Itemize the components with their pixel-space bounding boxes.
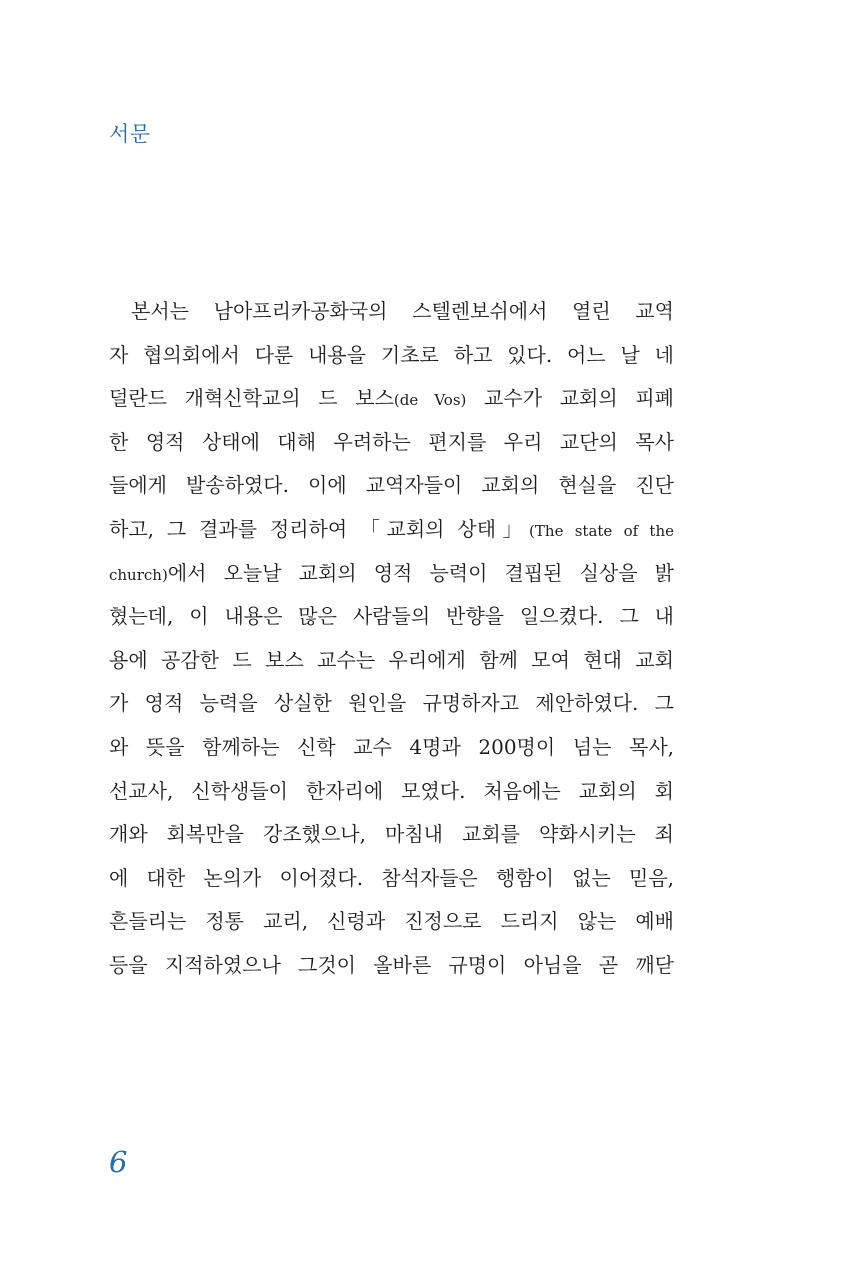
text-line: 등을 지적하였으나 그것이 올바른 규명이 아님을 곧 깨닫: [109, 952, 674, 977]
text-line: 에 대한 논의가 이어졌다. 참석자들은 행함이 없는 믿음,: [109, 865, 674, 890]
text-line: 와 뜻을 함께하는 신학 교수 4명과 200명이 넘는 목사,: [109, 734, 674, 759]
body-paragraph: [109, 290, 674, 988]
text-segment: 에서 오늘날 교회의 영적 능력이 결핍된 실상을 밝: [167, 560, 674, 585]
text-line: 개와 회복만을 강조했으나, 마침내 교회를 약화시키는 죄: [109, 822, 674, 847]
text-line: 가 영적 능력을 상실한 원인을 규명하자고 제안하였다. 그: [109, 691, 674, 716]
text-line: 혔는데, 이 내용은 많은 사람들의 반향을 일으켰다. 그 내: [109, 604, 674, 629]
text-segment: 교수가 교회의 피폐: [466, 386, 674, 411]
english-title-inline: (The state of the: [529, 521, 674, 540]
text-line: 흔들리는 정통 교리, 신령과 진정으로 드리지 않는 예배: [109, 909, 674, 934]
text-line: 본서는 남아프리카공화국의 스텔렌보쉬에서 열린 교역: [131, 299, 674, 323]
text-segment: 덜란드 개혁신학교의 드 보스: [109, 386, 394, 411]
text-line: 들에게 발송하였다. 이에 교역자들이 교회의 현실을 진단: [109, 473, 674, 498]
page-number: 6: [109, 1145, 128, 1179]
text-line: [109, 508, 674, 552]
latin-name-inline: (de Vos): [393, 391, 467, 410]
section-title: 서문: [109, 122, 151, 146]
text-line: 한 영적 상태에 대해 우려하는 편지를 우리 교단의 목사: [109, 429, 674, 454]
text-line: [109, 377, 674, 421]
text-line: [109, 552, 674, 596]
english-title-inline: church): [109, 565, 168, 584]
text-segment: 하고, 그 결과를 정리하여 「교회의 상태」: [109, 516, 530, 541]
text-line: 선교사, 신학생들이 한자리에 모였다. 처음에는 교회의 회: [109, 778, 674, 803]
text-line: 자 협의회에서 다룬 내용을 기초로 하고 있다. 어느 날 네: [109, 342, 674, 367]
text-line: 용에 공감한 드 보스 교수는 우리에게 함께 모여 현대 교회: [109, 647, 674, 672]
